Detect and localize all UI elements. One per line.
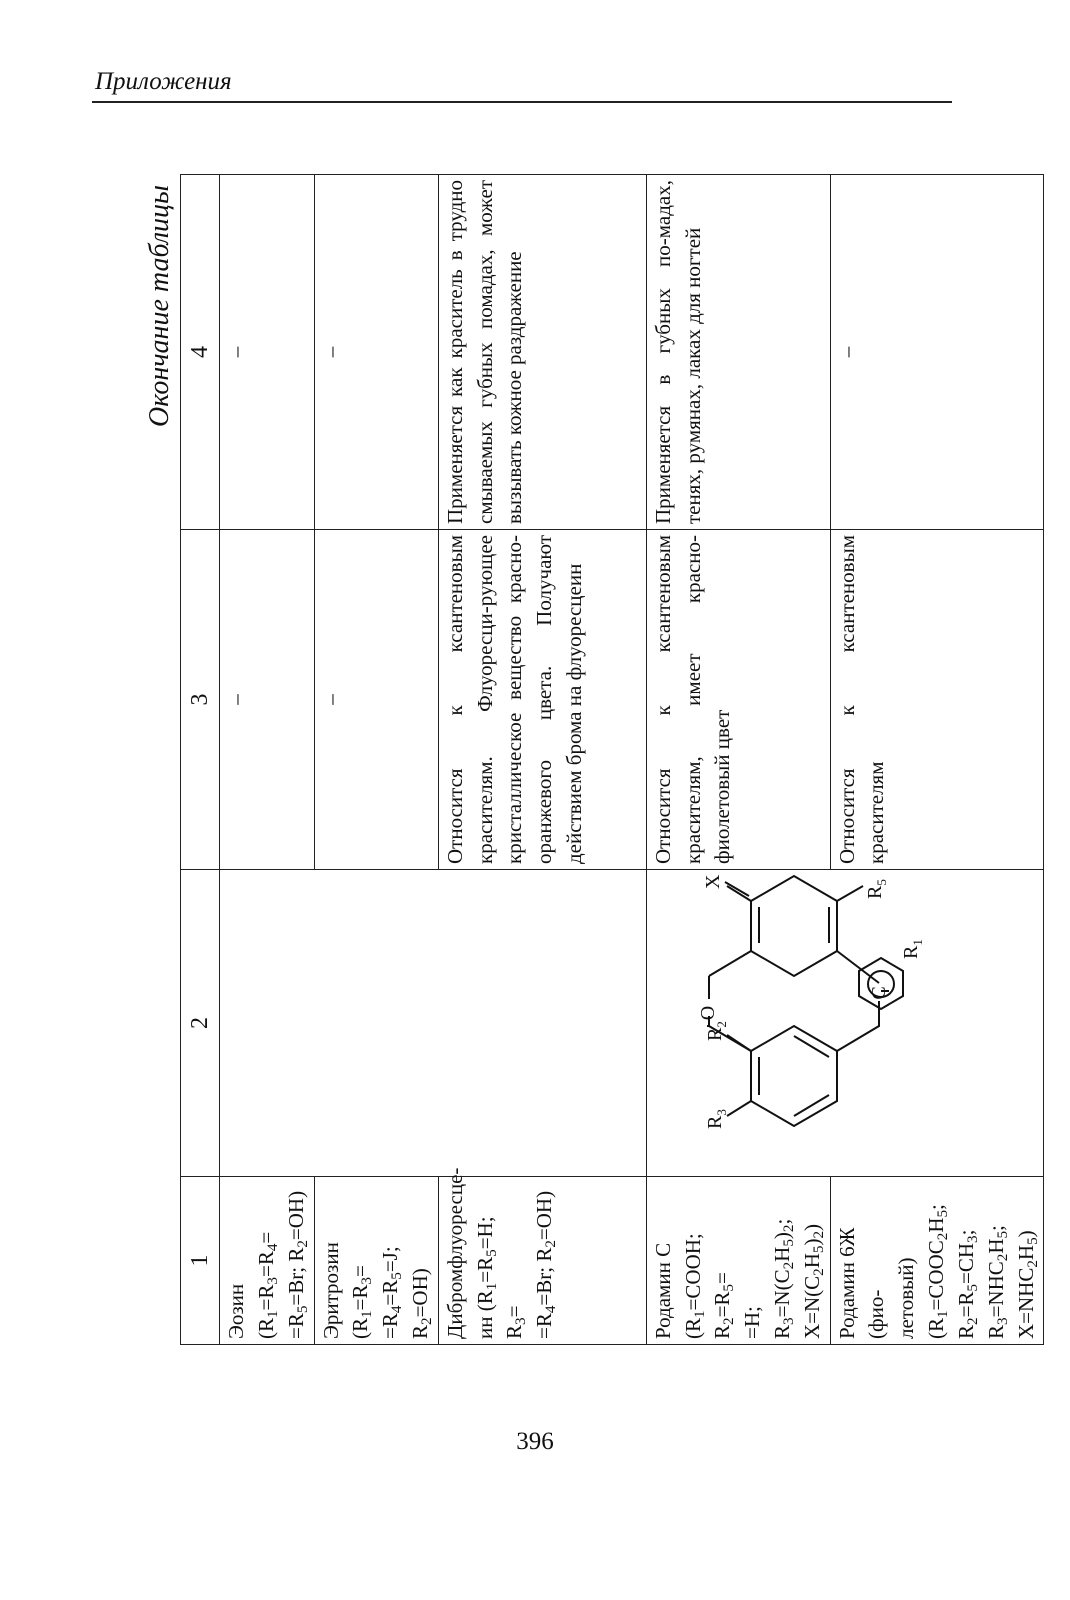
application-cell: Применяется как краситель в трудно смываемых губных помадах, может вызывать кожное раздражение — [438, 175, 646, 530]
r5-label: $R_5$ — [863, 879, 889, 899]
dye-name-cell: Родамин С ($R_1=COOH$; $R_2=R_5=$ =H; $R_3=N(C_2H_5)_2$; $X=N(C_2H_5)_2$) — [646, 1177, 830, 1345]
phenyl-substituent — [859, 958, 903, 1009]
table-row-eosin — [220, 175, 314, 1345]
description-cell: – — [220, 530, 314, 870]
r1-label: $R_1$ — [899, 939, 925, 959]
column-header-4: 4 — [181, 175, 220, 530]
central-ring-bond — [837, 1001, 879, 1051]
oxygen-label: O — [696, 1005, 719, 1021]
application-cell: Применяется в губных по-мадах, тенях, румянах, лаках для ногтей — [646, 175, 830, 530]
x-label: X — [701, 874, 724, 889]
x-bond — [727, 886, 751, 901]
description-cell: – — [314, 530, 438, 870]
right-quinoid-ring — [751, 876, 837, 976]
description-cell: Относится к ксантеновым красителям, имеет красно-фиолетовый цвет — [646, 530, 830, 870]
r3-label: $R_3$ — [703, 1109, 729, 1129]
description-cell: Относится к ксантеновым красителям. Флуоресци-рующее кристаллическое вещество красно-оранжевого цвета. Получают действием брома на флуоресцеин — [438, 530, 646, 870]
description-cell: Относится к ксантеновым красителям — [830, 530, 1044, 870]
running-header: Приложения — [95, 68, 232, 95]
central-ring-bond — [709, 951, 751, 976]
column-header-1: 1 — [181, 1177, 220, 1345]
r5-bond — [837, 886, 863, 901]
r2-label: $R_2$ — [703, 1021, 729, 1041]
r2-bond — [727, 1035, 751, 1051]
appendix-table — [180, 174, 1044, 1345]
table-row-rhodamine-c — [646, 175, 830, 1345]
xanthene-structure-diagram — [649, 871, 939, 1171]
carbon-label: C — [867, 986, 890, 1000]
double-bond — [794, 1036, 829, 1057]
column-header-2: 2 — [181, 870, 220, 1177]
structure-bonds — [707, 876, 889, 1126]
dye-name-cell: Эозин ($R_1=R_3=R_4=$ $=R_5=Br$; $R_2=OH$) — [220, 1177, 314, 1345]
double-bond — [794, 1095, 829, 1116]
dye-name-cell: Дибромфлуоресце- ин ($R_1=R_5=H$; $R_3=$ $=R_4=Br$; $R_2=OH$) — [438, 1177, 646, 1345]
table-header-row — [181, 175, 220, 1345]
page-number: 396 — [516, 1428, 554, 1455]
table-caption: Окончание таблицы — [144, 185, 175, 427]
application-cell: – — [314, 175, 438, 530]
left-benzene-ring — [751, 1026, 837, 1126]
header-rule — [92, 101, 952, 103]
application-cell: – — [830, 175, 1044, 530]
x-double-bond — [725, 882, 749, 896]
dye-name-cell: Родамин 6Ж (фио- летовый) ($R_1=COOC_2H_5$; $R_2=R_5=CH_3$; $R_3=NHC_2H_5$; $X=NHC_2H_5$) — [830, 1177, 1044, 1345]
r3-bond — [727, 1101, 751, 1116]
phenyl-ring — [859, 958, 903, 1009]
rotated-table-block — [140, 175, 1041, 1345]
dye-name-cell: Эритрозин ($R_1=R_3=$ $=R_4=R_5=J$; $R_2=OH$) — [314, 1177, 438, 1345]
column-header-3: 3 — [181, 530, 220, 870]
structure-cell — [220, 870, 647, 1177]
structure-cell — [646, 870, 1044, 1177]
application-cell: – — [220, 175, 314, 530]
